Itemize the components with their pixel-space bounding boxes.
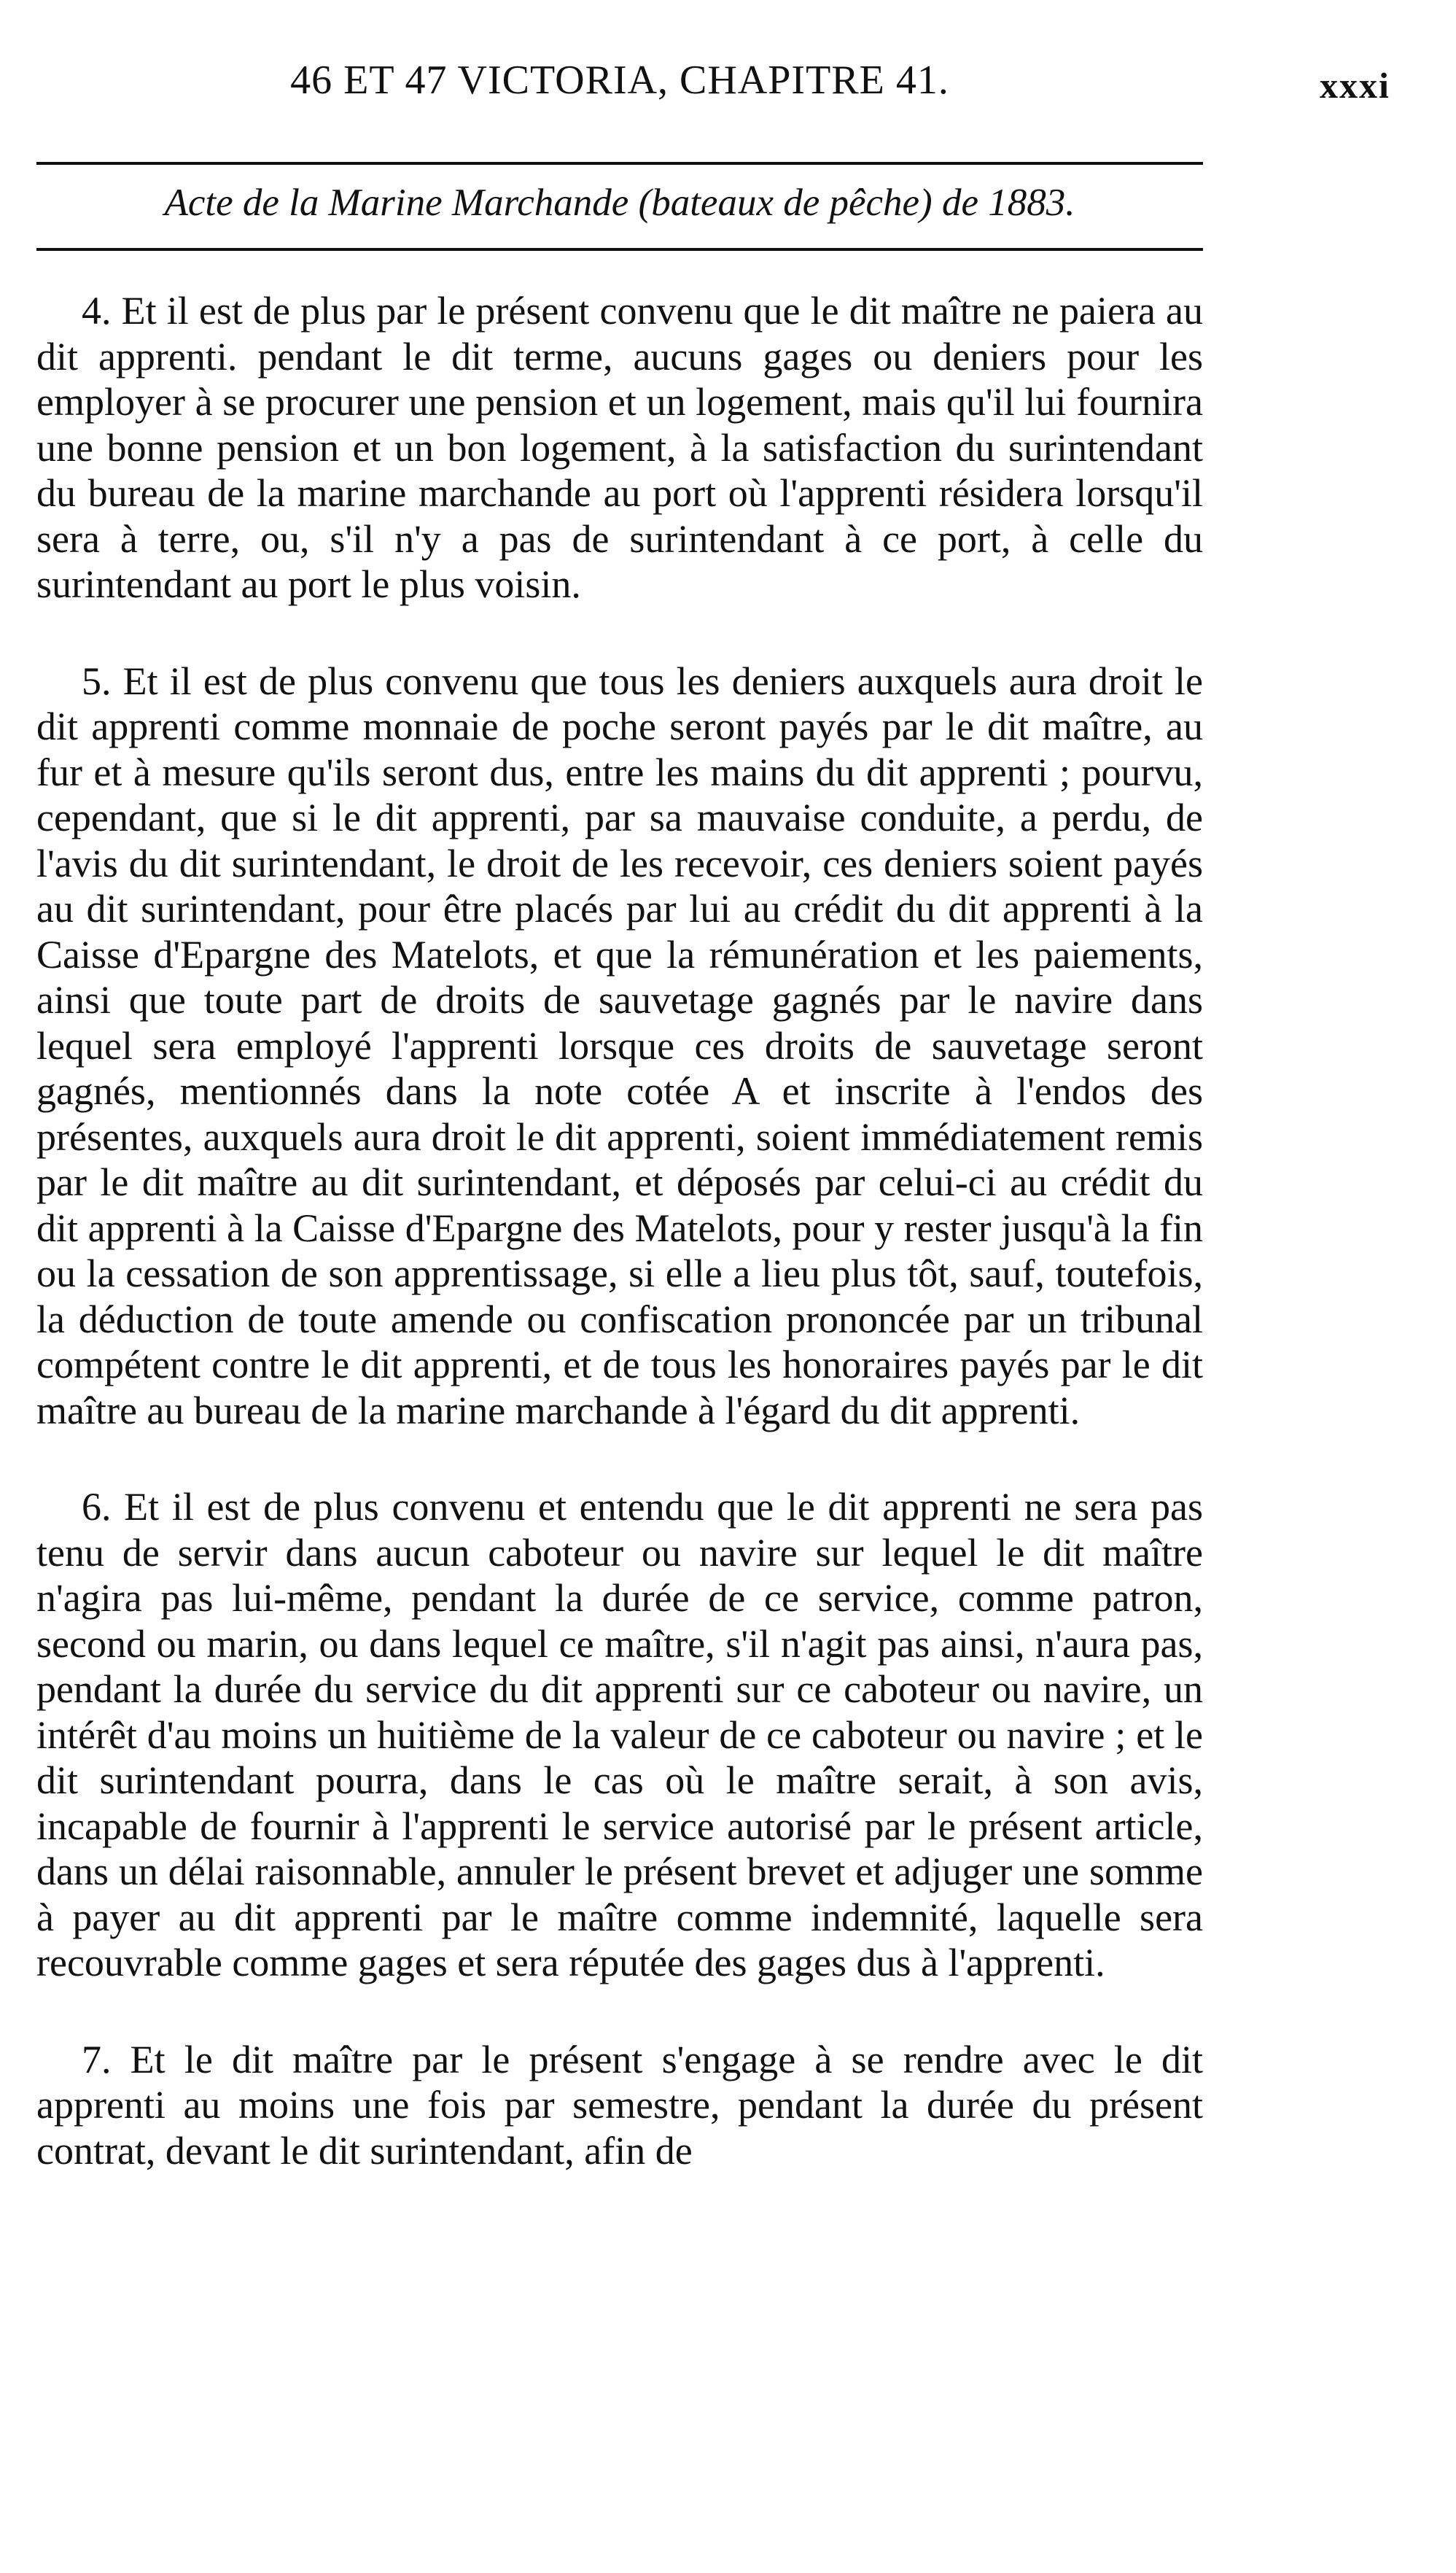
paragraph-number: 5. bbox=[82, 659, 112, 703]
paragraph-text: Et il est de plus par le présent convenu que le dit maître ne paiera au dit apprenti. pendant le dit terme, aucuns gages ou deniers pour les employer à se procurer une pension et un logement, mais qu'il lui fournira une bonne pension et un bon logement, à la satisfaction du surintendant du bureau de la marine marchande au port où l'apprenti résidera lorsqu'il sera à terre, ou, s'il n'y a pas de surintendant à ce port, à celle du surintendant au port le plus voisin. bbox=[36, 289, 1204, 606]
paragraph-7 bbox=[36, 2037, 1203, 2174]
bottom-rule bbox=[36, 248, 1203, 251]
top-rule bbox=[36, 162, 1203, 165]
paragraph-text: Et le dit maître par le présent s'engage à se rendre avec le dit apprenti au moins une fois par semestre, pendant la durée du présent contrat, devant le dit surintendant, afin de bbox=[36, 2037, 1203, 2173]
paragraph-6 bbox=[36, 1484, 1203, 1986]
paragraph-5 bbox=[36, 659, 1203, 1434]
document-body bbox=[36, 288, 1203, 2224]
page-number: xxxi bbox=[1320, 65, 1390, 106]
document-page bbox=[36, 0, 1390, 2573]
paragraph-text: Et il est de plus convenu et entendu que le dit apprenti ne sera pas tenu de servir dans aucun caboteur ou navire sur lequel le dit maître n'agira pas lui-même, pendant la durée de ce service, comme patron, second ou marin, ou dans lequel ce maître, s'il n'agit pas ainsi, n'aura pas, pendant la durée du service du dit apprenti sur ce caboteur ou navire, un intérêt d'au moins un huitième de la valeur de ce caboteur ou navire ; et le dit surintendant pourra, dans le cas où le maître serait, à son avis, incapable de fournir à l'apprenti le service autorisé par le présent article, dans un délai raisonnable, annuler le présent brevet et adjuger une somme à payer au dit apprenti par le maître comme indemnité, laquelle sera recouvrable comme gages et sera réputée des gages dus à l'apprenti. bbox=[36, 1485, 1204, 1984]
paragraph-4 bbox=[36, 288, 1203, 608]
running-title: 46 ET 47 VICTORIA, CHAPITRE 41. bbox=[290, 58, 949, 103]
paragraph-text: Et il est de plus convenu que tous les deniers auxquels aura droit le dit apprenti comme monnaie de poche seront payés par le dit maître, au fur et à mesure qu'ils seront dus, entre les mains du dit apprenti ; pourvu, cependant, que si le dit apprenti, par sa mauvaise conduite, a perdu, de l'avis du dit surintendant, le droit de les recevoir, ces deniers soient payés au dit surintendant, pour être placés par lui au crédit du dit apprenti à la Caisse d'Epargne des Matelots, et que la rémunération et les paiements, ainsi que toute part de droits de sauvetage gagnés par le navire dans lequel sera employé l'apprenti lorsque ces droits de sauvetage seront gagnés, mentionnés dans la note cotée A et inscrite à l'endos des présentes, auxquels aura droit le dit apprenti, soient immédiatement remis par le dit maître au dit surintendant, et déposés par celui-ci au crédit du dit apprenti à la Caisse d'Epargne des Matelots, pour y rester jusqu'à la fin ou la cessation de son apprentissage, si elle a lieu plus tôt, sauf, toutefois, la déduction de toute amende ou confiscation prononcée par un tribunal compétent contre le dit apprenti, et de tous les honoraires payés par le dit maître au bureau de la marine marchande à l'égard du dit apprenti. bbox=[36, 659, 1204, 1432]
act-title: Acte de la Marine Marchande (bateaux de pêche) de 1883. bbox=[164, 182, 1075, 224]
paragraph-number: 7. bbox=[82, 2037, 112, 2081]
paragraph-number: 4. bbox=[82, 289, 112, 333]
paragraph-number: 6. bbox=[82, 1485, 112, 1529]
running-header bbox=[36, 57, 1390, 123]
